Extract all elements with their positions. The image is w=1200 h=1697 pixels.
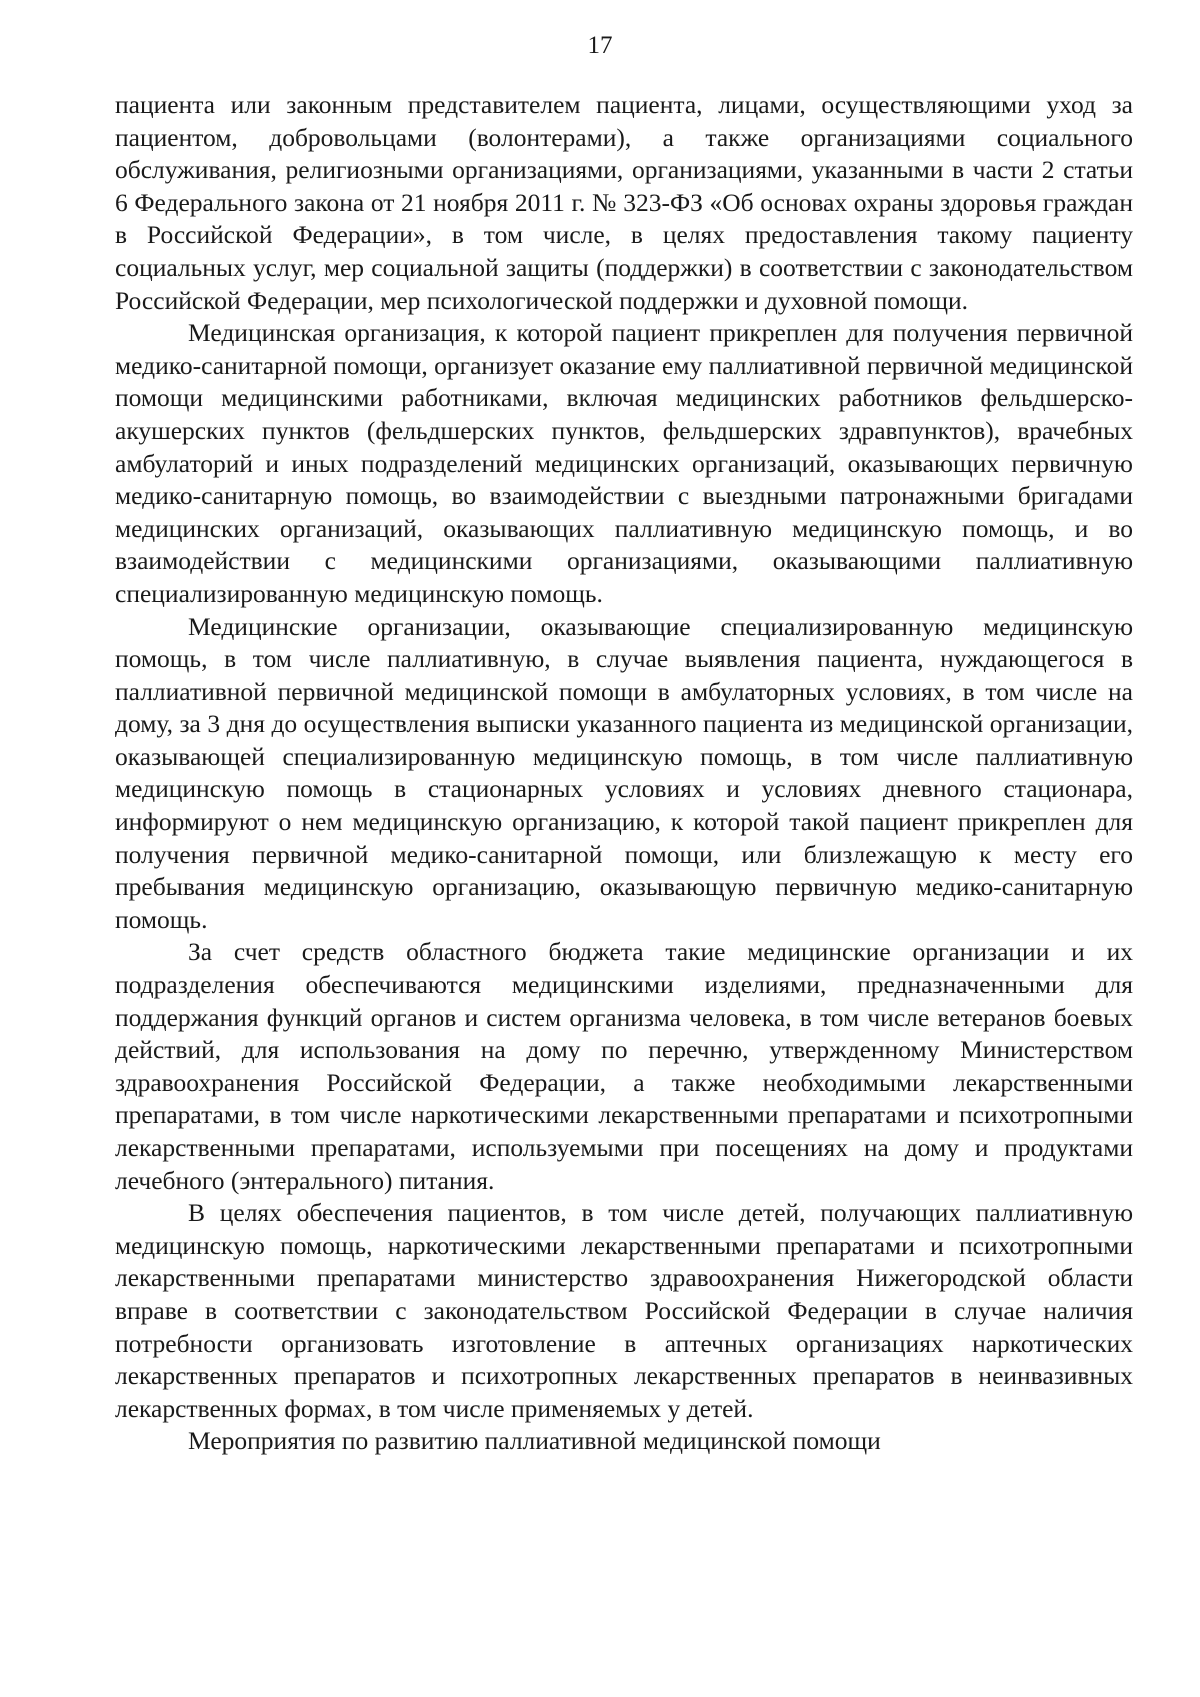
paragraph-continuation: пациента или законным представителем пациента, лицами, осуществляющими уход за пациентом, добровольцами (волонтерами), а также организациями социального обслуживания, религиозными организациями, организациями, указанными в части 2 статьи 6 Федерального закона от 21 ноября 2011 г. № 323-ФЗ «Об основах охраны здоровья граждан в Российской Федерации», в том числе, в целях предоставления такому пациенту социальных услуг, мер социальной защиты (поддержки) в соответствии с законодательством Российской Федерации, мер психологической поддержки и духовной помощи. <box>115 90 1133 315</box>
paragraph-development-measures: Мероприятия по развитию паллиативной медицинской помощи <box>188 1426 881 1456</box>
paragraph-regional-budget: За счет средств областного бюджета такие медицинские организации и их подразделения обеспечиваются медицинскими изделиями, предназначенными для поддержания функций органов и систем организма человека, в том числе ветеранов боевых действий, для использования на дому по перечню, утвержденному Министерством здравоохранения Российской Федерации, а также необходимыми лекарственными препаратами, в том числе наркотическими лекарственными препаратами и психотропными лекарственными препаратами, используемыми при посещениях на дому и продуктами лечебного (энтерального) питания. <box>115 937 1133 1195</box>
paragraph-primary-care-organization: Медицинская организация, к которой пациент прикреплен для получения первичной медико-санитарной помощи, организует оказание ему паллиативной первичной медицинской помощи медицинскими работниками, включая медицинских работников фельдшерско-акушерских пунктов (фельдшерских пунктов, фельдшерских здравпунктов), врачебных амбулаторий и иных подразделений медицинских организаций, оказывающих первичную медико-санитарную помощь, во взаимодействии с выездными патронажными бригадами медицинских организаций, оказывающих паллиативную медицинскую помощь, и во взаимодействии с медицинскими организациями, оказывающими паллиативную специализированную медицинскую помощь. <box>115 318 1133 608</box>
page-number: 17 <box>587 32 613 59</box>
paragraph-narcotic-drugs-provision: В целях обеспечения пациентов, в том числе детей, получающих паллиативную медицинскую помощь, наркотическими лекарственными препаратами и психотропными лекарственными препаратами министерство здравоохранения Нижегородской области вправе в соответствии с законодательством Российской Федерации в случае наличия потребности организовать изготовление в аптечных организациях наркотических лекарственных препаратов и психотропных лекарственных препаратов в неинвазивных лекарственных формах, в том числе применяемых у детей. <box>115 1198 1133 1423</box>
paragraph-specialized-care-organizations: Медицинские организации, оказывающие специализированную медицинскую помощь, в том числе паллиативную, в случае выявления пациента, нуждающегося в паллиативной первичной медицинской помощи в амбулаторных условиях, в том числе на дому, за 3 дня до осуществления выписки указанного пациента из медицинской организации, оказывающей специализированную медицинскую помощь, в том числе паллиативную медицинскую помощь в стационарных условиях и условиях дневного стационара, информируют о нем медицинскую организацию, к которой такой пациент прикреплен для получения первичной медико-санитарной помощи, или близлежащую к месту его пребывания медицинскую организацию, оказывающую первичную медико-санитарную помощь. <box>115 611 1133 934</box>
document-body <box>115 89 1133 1458</box>
